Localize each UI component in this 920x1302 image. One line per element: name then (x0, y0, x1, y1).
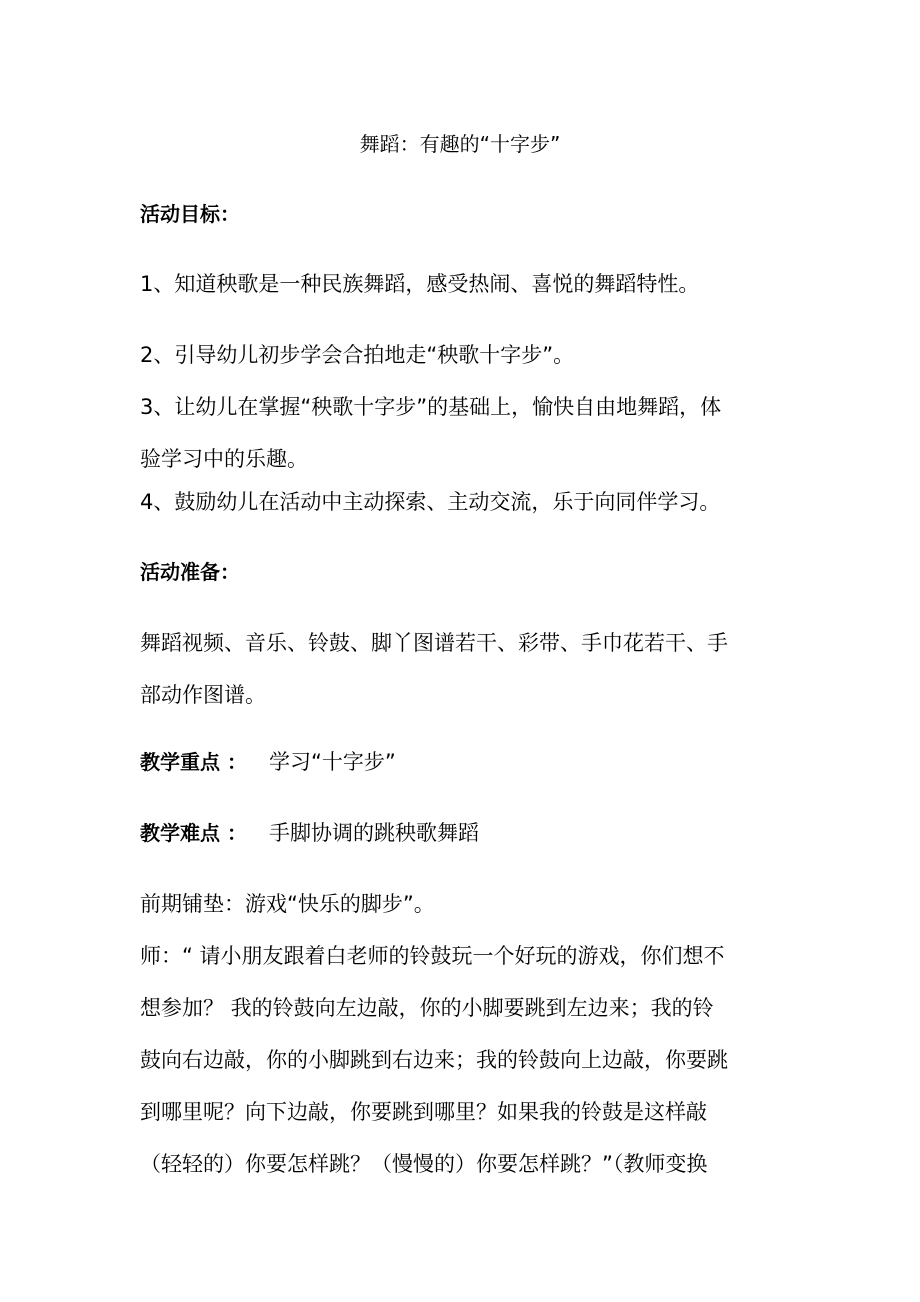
goal-item-3-line-2: 验学习中的乐趣。 (140, 447, 308, 471)
goals-heading: 活动目标： (140, 202, 240, 226)
key-point-label: 教学重点 ： (140, 750, 247, 774)
difficulty-row (140, 807, 795, 859)
goal-item-2-line-1: 2、引导幼儿初步学会合拍地走“秧歌十字步”。 (140, 343, 575, 367)
key-point-value: 学习“十字步” (268, 750, 396, 774)
difficulty-value: 手脚协调的跳秧歌舞蹈 (268, 821, 479, 845)
preparation-line-1: 舞蹈视频、音乐、铃鼓、脚丫图谱若干、彩带、手巾花若干、手 (140, 631, 728, 655)
warmup-line-5: （轻轻的）你要怎样跳？（慢慢的）你要怎样跳？”（教师变换 (140, 1152, 708, 1176)
warmup-line-3: 鼓向右边敲，你的小脚跳到右边来；我的铃鼓向上边敲，你要跳 (140, 1048, 728, 1072)
goal-item-3 (140, 381, 795, 485)
key-point-row (140, 736, 795, 788)
warmup-intro: 前期铺垫：游戏“快乐的脚步”。 (140, 892, 435, 916)
document-title: 舞蹈：有趣的“十字步” (359, 132, 561, 156)
warmup-line-2: 想参加？ 我的铃鼓向左边敲，你的小脚要跳到左边来；我的铃 (140, 996, 714, 1020)
goal-item-1 (140, 258, 795, 310)
goal-item-1-line-1: 1、知道秧歌是一种民族舞蹈，感受热闹、喜悦的舞蹈特性。 (140, 272, 700, 296)
warmup-line-4: 到哪里呢？向下边敲，你要跳到哪里？如果我的铃鼓是这样敲 (140, 1100, 707, 1124)
goal-item-2 (140, 329, 795, 381)
preparation-text (140, 617, 795, 721)
preparation-heading: 活动准备： (140, 560, 240, 584)
warmup-section (140, 878, 795, 1190)
goal-item-3-line-1: 3、让幼儿在掌握“秧歌十字步”的基础上，愉快自由地舞蹈，体 (140, 395, 722, 419)
goal-item-4-line-1: 4、鼓励幼儿在活动中主动探索、主动交流，乐于向同伴学习。 (140, 490, 721, 514)
goal-item-4 (140, 476, 795, 528)
warmup-line-1: 师：“ 请小朋友跟着白老师的铃鼓玩一个好玩的游戏，你们想不 (140, 944, 725, 968)
difficulty-label: 教学难点 ： (140, 821, 247, 845)
preparation-line-2: 部动作图谱。 (140, 683, 266, 707)
